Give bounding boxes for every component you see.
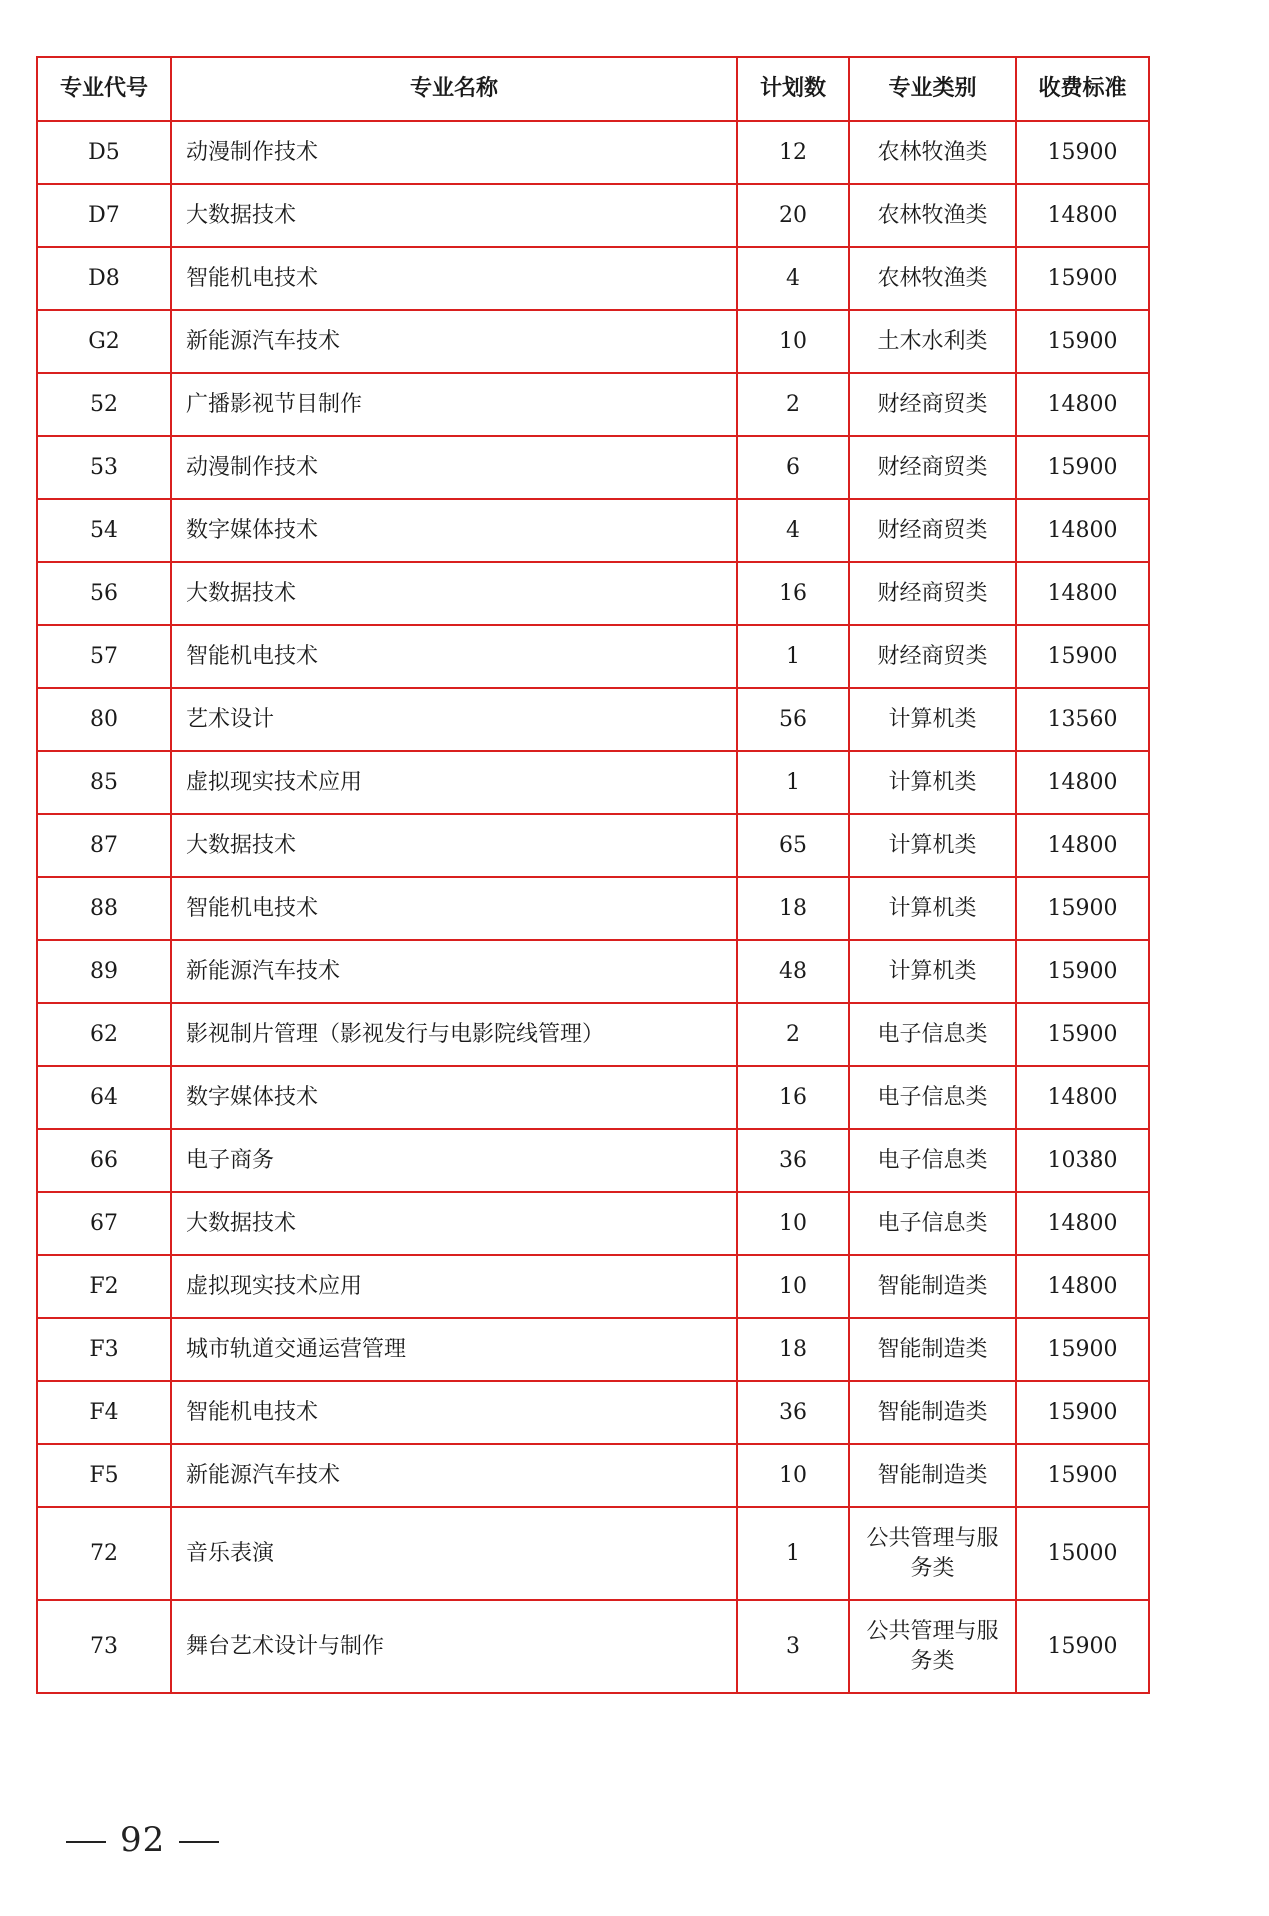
table-row bbox=[37, 1381, 1149, 1444]
header-count: 计划数 bbox=[737, 57, 849, 121]
cell-category: 农林牧渔类 bbox=[849, 184, 1016, 247]
cell-count: 12 bbox=[737, 121, 849, 184]
cell-count: 1 bbox=[737, 1507, 849, 1600]
cell-name: 智能机电技术 bbox=[171, 877, 737, 940]
page-number-dash-right bbox=[179, 1841, 219, 1843]
cell-count: 1 bbox=[737, 625, 849, 688]
cell-code: 72 bbox=[37, 1507, 171, 1600]
cell-count: 2 bbox=[737, 373, 849, 436]
cell-code: 54 bbox=[37, 499, 171, 562]
cell-count: 16 bbox=[737, 1066, 849, 1129]
cell-name: 大数据技术 bbox=[171, 814, 737, 877]
cell-fee: 14800 bbox=[1016, 1255, 1149, 1318]
cell-fee: 14800 bbox=[1016, 1066, 1149, 1129]
cell-fee: 15900 bbox=[1016, 247, 1149, 310]
table-row bbox=[37, 877, 1149, 940]
cell-fee: 15900 bbox=[1016, 1003, 1149, 1066]
cell-fee: 14800 bbox=[1016, 751, 1149, 814]
cell-fee: 15900 bbox=[1016, 1444, 1149, 1507]
cell-name: 大数据技术 bbox=[171, 1192, 737, 1255]
cell-name: 新能源汽车技术 bbox=[171, 1444, 737, 1507]
cell-name: 大数据技术 bbox=[171, 184, 737, 247]
cell-fee: 14800 bbox=[1016, 184, 1149, 247]
table-row bbox=[37, 1003, 1149, 1066]
table-row bbox=[37, 625, 1149, 688]
cell-fee: 10380 bbox=[1016, 1129, 1149, 1192]
cell-name: 舞台艺术设计与制作 bbox=[171, 1600, 737, 1693]
cell-count: 10 bbox=[737, 1192, 849, 1255]
cell-code: 88 bbox=[37, 877, 171, 940]
cell-category: 财经商贸类 bbox=[849, 499, 1016, 562]
cell-code: 52 bbox=[37, 373, 171, 436]
cell-category: 计算机类 bbox=[849, 940, 1016, 1003]
table-row bbox=[37, 184, 1149, 247]
cell-count: 18 bbox=[737, 877, 849, 940]
cell-count: 1 bbox=[737, 751, 849, 814]
cell-fee: 14800 bbox=[1016, 373, 1149, 436]
header-code: 专业代号 bbox=[37, 57, 171, 121]
cell-category: 财经商贸类 bbox=[849, 562, 1016, 625]
cell-code: D8 bbox=[37, 247, 171, 310]
cell-code: 85 bbox=[37, 751, 171, 814]
cell-code: 73 bbox=[37, 1600, 171, 1693]
cell-fee: 14800 bbox=[1016, 499, 1149, 562]
cell-fee: 15900 bbox=[1016, 1381, 1149, 1444]
page-number-dash-left bbox=[66, 1841, 106, 1843]
cell-name: 新能源汽车技术 bbox=[171, 310, 737, 373]
table-row bbox=[37, 1318, 1149, 1381]
table-row bbox=[37, 562, 1149, 625]
cell-fee: 15900 bbox=[1016, 1600, 1149, 1693]
cell-name: 数字媒体技术 bbox=[171, 499, 737, 562]
cell-fee: 15900 bbox=[1016, 1318, 1149, 1381]
cell-name: 虚拟现实技术应用 bbox=[171, 751, 737, 814]
cell-fee: 15900 bbox=[1016, 625, 1149, 688]
cell-code: 57 bbox=[37, 625, 171, 688]
cell-fee: 15900 bbox=[1016, 877, 1149, 940]
cell-count: 10 bbox=[737, 1255, 849, 1318]
table-row bbox=[37, 1192, 1149, 1255]
cell-count: 10 bbox=[737, 1444, 849, 1507]
cell-name: 电子商务 bbox=[171, 1129, 737, 1192]
cell-code: F5 bbox=[37, 1444, 171, 1507]
cell-code: 67 bbox=[37, 1192, 171, 1255]
cell-code: 80 bbox=[37, 688, 171, 751]
cell-count: 10 bbox=[737, 310, 849, 373]
cell-code: F3 bbox=[37, 1318, 171, 1381]
cell-name: 动漫制作技术 bbox=[171, 121, 737, 184]
cell-code: F2 bbox=[37, 1255, 171, 1318]
cell-category: 农林牧渔类 bbox=[849, 121, 1016, 184]
cell-category: 计算机类 bbox=[849, 814, 1016, 877]
cell-name: 动漫制作技术 bbox=[171, 436, 737, 499]
cell-category: 财经商贸类 bbox=[849, 625, 1016, 688]
cell-category: 公共管理与服务类 bbox=[849, 1507, 1016, 1600]
table-row bbox=[37, 373, 1149, 436]
cell-name: 智能机电技术 bbox=[171, 625, 737, 688]
cell-name: 新能源汽车技术 bbox=[171, 940, 737, 1003]
cell-fee: 15900 bbox=[1016, 436, 1149, 499]
table-row bbox=[37, 1129, 1149, 1192]
cell-count: 2 bbox=[737, 1003, 849, 1066]
cell-name: 城市轨道交通运营管理 bbox=[171, 1318, 737, 1381]
cell-fee: 15900 bbox=[1016, 310, 1149, 373]
header-fee: 收费标准 bbox=[1016, 57, 1149, 121]
cell-name: 音乐表演 bbox=[171, 1507, 737, 1600]
cell-fee: 14800 bbox=[1016, 1192, 1149, 1255]
cell-category: 财经商贸类 bbox=[849, 436, 1016, 499]
table-row bbox=[37, 310, 1149, 373]
cell-name: 智能机电技术 bbox=[171, 1381, 737, 1444]
cell-code: 89 bbox=[37, 940, 171, 1003]
cell-count: 18 bbox=[737, 1318, 849, 1381]
table-row bbox=[37, 436, 1149, 499]
cell-category: 土木水利类 bbox=[849, 310, 1016, 373]
header-name: 专业名称 bbox=[171, 57, 737, 121]
cell-name: 艺术设计 bbox=[171, 688, 737, 751]
page-number-value: 92 bbox=[120, 1820, 166, 1860]
cell-code: 56 bbox=[37, 562, 171, 625]
cell-code: F4 bbox=[37, 1381, 171, 1444]
table-row bbox=[37, 688, 1149, 751]
cell-count: 4 bbox=[737, 499, 849, 562]
header-row bbox=[37, 57, 1149, 121]
cell-count: 20 bbox=[737, 184, 849, 247]
page-number bbox=[52, 1820, 233, 1860]
cell-code: 53 bbox=[37, 436, 171, 499]
cell-code: D5 bbox=[37, 121, 171, 184]
cell-code: 62 bbox=[37, 1003, 171, 1066]
table-row bbox=[37, 1255, 1149, 1318]
table-row bbox=[37, 751, 1149, 814]
cell-category: 智能制造类 bbox=[849, 1255, 1016, 1318]
table-row bbox=[37, 1066, 1149, 1129]
cell-code: 64 bbox=[37, 1066, 171, 1129]
cell-count: 36 bbox=[737, 1381, 849, 1444]
cell-fee: 15900 bbox=[1016, 121, 1149, 184]
cell-count: 3 bbox=[737, 1600, 849, 1693]
cell-category: 电子信息类 bbox=[849, 1192, 1016, 1255]
table-row bbox=[37, 247, 1149, 310]
cell-count: 16 bbox=[737, 562, 849, 625]
table-row bbox=[37, 1600, 1149, 1693]
cell-category: 智能制造类 bbox=[849, 1444, 1016, 1507]
cell-category: 计算机类 bbox=[849, 877, 1016, 940]
cell-name: 数字媒体技术 bbox=[171, 1066, 737, 1129]
cell-category: 电子信息类 bbox=[849, 1003, 1016, 1066]
cell-count: 48 bbox=[737, 940, 849, 1003]
cell-category: 电子信息类 bbox=[849, 1066, 1016, 1129]
table-row bbox=[37, 814, 1149, 877]
enrollment-plan-table bbox=[36, 56, 1150, 1694]
cell-count: 36 bbox=[737, 1129, 849, 1192]
cell-category: 电子信息类 bbox=[849, 1129, 1016, 1192]
table-row bbox=[37, 1507, 1149, 1600]
table-row bbox=[37, 1444, 1149, 1507]
cell-category: 计算机类 bbox=[849, 688, 1016, 751]
cell-fee: 14800 bbox=[1016, 814, 1149, 877]
cell-fee: 14800 bbox=[1016, 562, 1149, 625]
header-category: 专业类别 bbox=[849, 57, 1016, 121]
cell-fee: 13560 bbox=[1016, 688, 1149, 751]
cell-category: 计算机类 bbox=[849, 751, 1016, 814]
cell-fee: 15000 bbox=[1016, 1507, 1149, 1600]
table-row bbox=[37, 940, 1149, 1003]
cell-count: 4 bbox=[737, 247, 849, 310]
table-row bbox=[37, 499, 1149, 562]
cell-code: D7 bbox=[37, 184, 171, 247]
cell-code: 87 bbox=[37, 814, 171, 877]
cell-fee: 15900 bbox=[1016, 940, 1149, 1003]
cell-category: 财经商贸类 bbox=[849, 373, 1016, 436]
cell-count: 6 bbox=[737, 436, 849, 499]
cell-code: 66 bbox=[37, 1129, 171, 1192]
cell-count: 56 bbox=[737, 688, 849, 751]
cell-name: 虚拟现实技术应用 bbox=[171, 1255, 737, 1318]
cell-name: 影视制片管理（影视发行与电影院线管理） bbox=[171, 1003, 737, 1066]
cell-category: 智能制造类 bbox=[849, 1381, 1016, 1444]
cell-name: 广播影视节目制作 bbox=[171, 373, 737, 436]
cell-code: G2 bbox=[37, 310, 171, 373]
cell-count: 65 bbox=[737, 814, 849, 877]
cell-category: 公共管理与服务类 bbox=[849, 1600, 1016, 1693]
cell-name: 大数据技术 bbox=[171, 562, 737, 625]
cell-name: 智能机电技术 bbox=[171, 247, 737, 310]
table-row bbox=[37, 121, 1149, 184]
cell-category: 智能制造类 bbox=[849, 1318, 1016, 1381]
cell-category: 农林牧渔类 bbox=[849, 247, 1016, 310]
